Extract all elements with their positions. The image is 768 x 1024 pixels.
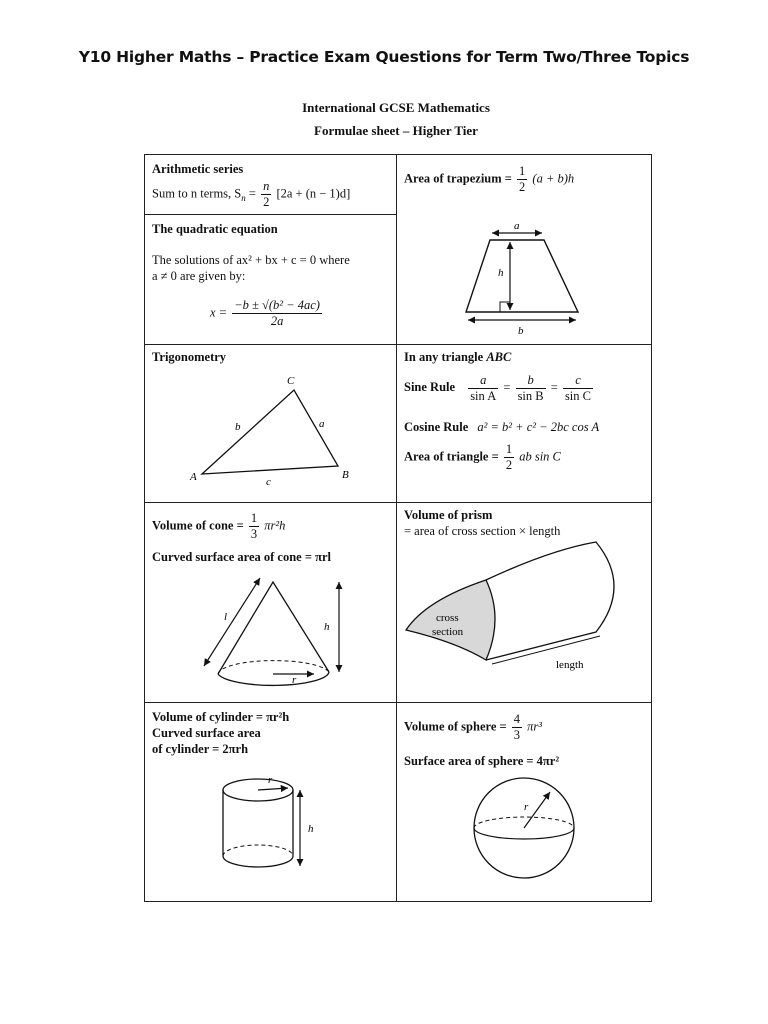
trapezium-title: Area of trapezium =: [404, 171, 516, 186]
fraction-numerator: n: [263, 179, 270, 193]
cone-volume: [152, 511, 285, 542]
sheet-subheading: Formulae sheet – Higher Tier: [314, 123, 478, 138]
cylinder-volume: Volume of cylinder = πr²h: [152, 710, 290, 724]
fraction-denominator: 2a: [270, 314, 284, 328]
trapezium-formula: [404, 164, 574, 195]
cylinder-curved-1: Curved surface area: [152, 726, 261, 740]
quadratic-lhs: x =: [210, 305, 231, 320]
cone-diagram: [196, 572, 366, 694]
prism-diagram: [400, 540, 650, 680]
triangle-diagram: [180, 370, 360, 490]
sphere-r-label: r: [524, 801, 529, 813]
triangle-C-label: C: [287, 375, 295, 387]
trapezium-rest: (a + b)h: [532, 171, 575, 186]
cone-curved: Curved surface area of cone = πrl: [152, 550, 331, 564]
cone-r-label: r: [292, 674, 297, 686]
prism-formula: = area of cross section × length: [404, 524, 561, 538]
fraction-denominator: 3: [513, 728, 520, 742]
arithmetic-subscript: n: [241, 192, 246, 203]
divider: [144, 344, 652, 345]
fraction-numerator: 4: [513, 712, 520, 726]
cylinder-h-label: h: [308, 823, 314, 835]
fraction-denominator: sin B: [517, 389, 544, 403]
fraction-denominator: 2: [263, 195, 270, 209]
cylinder-base-front: [223, 856, 293, 867]
trapezium-a-label: a: [514, 220, 520, 232]
cosine-rule: [404, 420, 599, 434]
prism-section-label: section: [432, 626, 464, 638]
fraction-numerator: 1: [505, 442, 513, 456]
triangle-A-label: A: [190, 471, 197, 483]
cylinder-curved-2: of cylinder = 2πrh: [152, 742, 249, 756]
right-angle-mark: [500, 302, 510, 312]
cylinder-diagram: [218, 770, 338, 888]
fraction-denominator: 2: [519, 180, 526, 194]
cylinder-r-label: r: [268, 774, 273, 786]
triangle-title: In any triangle ABC: [404, 350, 512, 364]
sphere-diagram: [466, 776, 590, 886]
sine-rule: [404, 373, 595, 404]
arithmetic-equals: =: [245, 186, 260, 201]
arithmetic-rest: [2a + (n − 1)d]: [276, 186, 351, 201]
prism-length-label: length: [556, 659, 584, 671]
sphere-title: Volume of sphere =: [404, 719, 510, 734]
triangle-area-label: Area of triangle =: [404, 449, 502, 464]
sphere-equator-back: [474, 817, 574, 828]
trig-title: Trigonometry: [152, 350, 227, 364]
fraction-denominator: 3: [250, 527, 258, 541]
triangle-area: [404, 442, 561, 473]
fraction-numerator: −b ± √(b² − 4ac): [234, 298, 320, 312]
arithmetic-prefix: Sum to n terms, S: [152, 186, 242, 201]
cosine-rule-formula: a² = b² + c² − 2bc cos A: [477, 420, 600, 434]
arithmetic-fraction: [261, 179, 271, 210]
sphere-equator-front: [474, 828, 574, 839]
sphere-surface: Surface area of sphere = 4πr²: [404, 754, 560, 768]
fraction-denominator: 2: [505, 458, 513, 472]
sine-fraction-c: [563, 373, 593, 404]
arithmetic-formula: [152, 179, 350, 210]
sine-rule-label: Sine Rule: [404, 380, 456, 395]
trapezium-fraction: [517, 164, 527, 195]
cone-rest: πr²h: [264, 518, 286, 533]
divider: [144, 502, 652, 503]
cone-title: Volume of cone =: [152, 518, 247, 533]
sphere-fraction: [512, 712, 522, 743]
cone-l-label: l: [224, 611, 228, 623]
prism-body: [486, 542, 614, 660]
equals-sign: =: [503, 380, 511, 395]
quadratic-line2: a ≠ 0 are given by:: [152, 269, 246, 283]
fraction-numerator: 1: [250, 511, 258, 525]
quadratic-title: The quadratic equation: [152, 222, 278, 236]
prism-cross-label: cross: [436, 612, 459, 624]
triangle-vertex-a: A: [486, 350, 495, 364]
triangle-B-label: B: [342, 469, 349, 481]
prism-title: Volume of prism: [404, 508, 493, 522]
equals-sign: =: [550, 380, 558, 395]
divider: [144, 702, 652, 703]
fraction-denominator: sin A: [470, 389, 497, 403]
cosine-rule-label: Cosine Rule: [404, 420, 469, 434]
triangle-shape: [202, 390, 338, 474]
trapezium-b-label: b: [518, 325, 524, 337]
prism-length-line: [492, 636, 600, 664]
triangle-b-label: b: [235, 421, 241, 433]
trapezium-diagram: [456, 218, 596, 338]
triangle-c-label: c: [266, 476, 271, 488]
cone-slant-arrow: [204, 578, 260, 666]
trapezium-shape: [466, 240, 578, 312]
page-title: Y10 Higher Maths – Practice Exam Questions for Term Two/Three Topics: [78, 48, 690, 66]
triangle-vertex-c: C: [503, 350, 512, 364]
trapezium-h-label: h: [498, 267, 504, 279]
quadratic-line1: The solutions of ax² + bx + c = 0 where: [152, 253, 350, 267]
quadratic-formula: [210, 298, 324, 329]
triangle-a-label: a: [319, 418, 325, 430]
sphere-volume: [404, 712, 542, 743]
fraction-numerator: b: [516, 373, 546, 389]
cone-h-label: h: [324, 621, 330, 633]
arithmetic-title: Arithmetic series: [152, 162, 244, 176]
fraction-numerator: c: [563, 373, 593, 389]
quadratic-fraction: [232, 298, 322, 329]
fraction-numerator: 1: [519, 164, 526, 178]
triangle-vertex-b: B: [494, 350, 503, 364]
sine-fraction-a: [468, 373, 498, 404]
triangle-area-rest: ab sin C: [519, 449, 561, 464]
sine-fraction-b: [516, 373, 546, 404]
divider: [396, 154, 397, 902]
divider: [144, 214, 396, 215]
cylinder-radius: [258, 788, 288, 790]
fraction-denominator: sin C: [564, 389, 591, 403]
triangle-area-fraction: [504, 442, 514, 473]
sphere-rest: πr³: [527, 719, 542, 734]
cylinder-base-back: [223, 845, 293, 856]
cone-fraction: [249, 511, 259, 542]
sheet-heading: International GCSE Mathematics: [302, 100, 490, 115]
fraction-numerator: a: [468, 373, 498, 389]
cone-base-back: [218, 661, 329, 674]
